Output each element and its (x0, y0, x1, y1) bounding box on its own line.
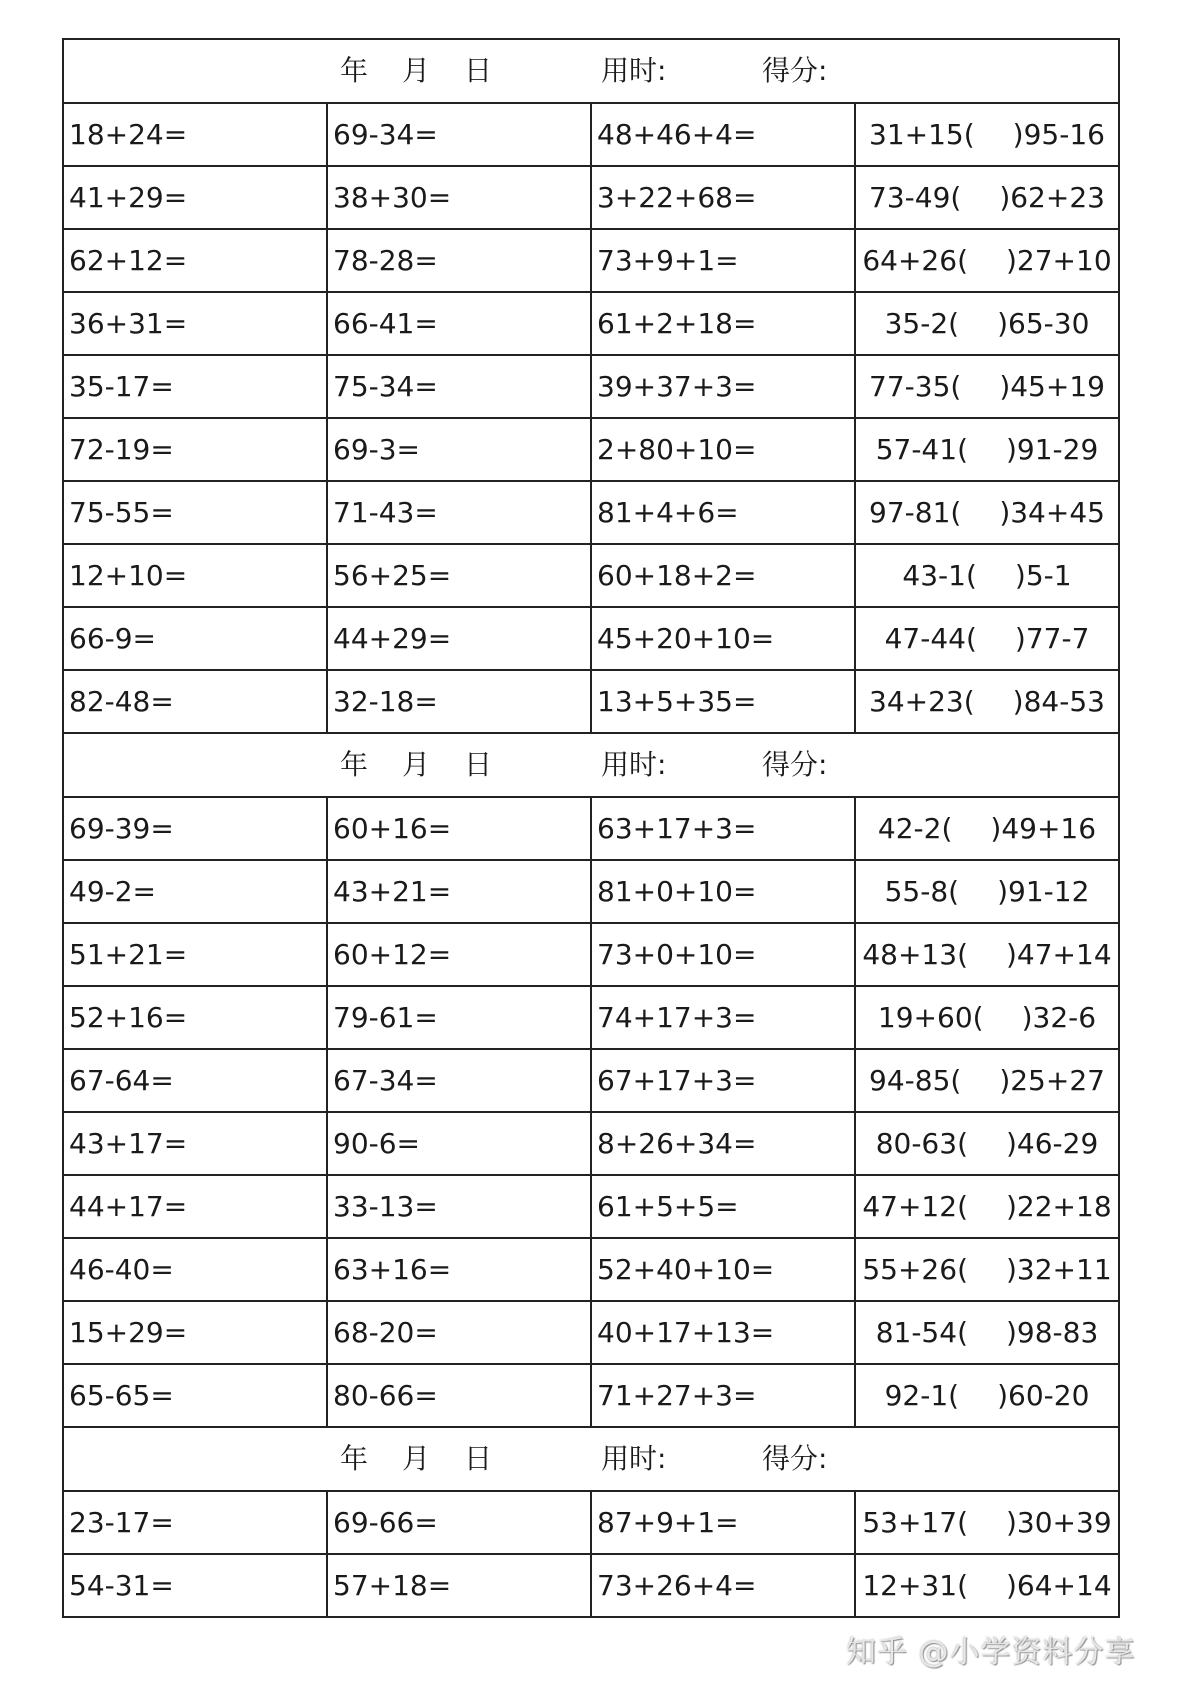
problem-cell: 41+29= (63, 166, 327, 229)
problem-cell: 3+22+68= (591, 166, 855, 229)
problem-cell: 32-18= (327, 670, 591, 733)
problem-row (63, 1491, 1119, 1554)
comparison-left: 73-49( (869, 180, 962, 214)
problem-cell: 63+17+3= (591, 797, 855, 860)
problem-cell: 73+26+4= (591, 1554, 855, 1617)
header-fields (64, 734, 1118, 796)
comparison-left: 47-44( (884, 621, 977, 655)
comparison-left: 97-81( (869, 495, 962, 529)
comparison-cell (855, 1491, 1119, 1554)
problem-cell: 43+21= (327, 860, 591, 923)
comparison-right: )91-29 (1006, 432, 1099, 466)
comparison-right: )5-1 (1014, 558, 1072, 592)
problem-cell: 66-41= (327, 292, 591, 355)
problem-cell: 43+17= (63, 1112, 327, 1175)
problem-cell: 66-9= (63, 607, 327, 670)
year-label: 年 (340, 54, 369, 87)
section-header (63, 39, 1119, 103)
time-used-label: 用时: (601, 1442, 667, 1475)
comparison-left: 43-1( (902, 558, 977, 592)
problem-row (63, 355, 1119, 418)
problem-cell: 82-48= (63, 670, 327, 733)
comparison-left: 81-54( (875, 1315, 968, 1349)
problem-cell: 69-66= (327, 1491, 591, 1554)
problem-cell: 15+29= (63, 1301, 327, 1364)
problem-cell: 67+17+3= (591, 1049, 855, 1112)
problem-row (63, 1175, 1119, 1238)
comparison-left: 92-1( (884, 1378, 960, 1412)
problem-row (63, 797, 1119, 860)
problem-cell: 71+27+3= (591, 1364, 855, 1427)
comparison-cell (855, 1049, 1119, 1112)
comparison-left: 48+13( (862, 937, 968, 971)
comparison-left: 57-41( (875, 432, 968, 466)
problem-cell: 75-34= (327, 355, 591, 418)
comparison-right: )98-83 (1006, 1315, 1099, 1349)
problem-row (63, 544, 1119, 607)
problem-cell: 67-64= (63, 1049, 327, 1112)
comparison-cell (855, 103, 1119, 166)
comparison-left: 53+17( (862, 1505, 968, 1539)
problem-cell: 74+17+3= (591, 986, 855, 1049)
problem-cell: 54-31= (63, 1554, 327, 1617)
comparison-right: )22+18 (1006, 1189, 1112, 1223)
problem-row (63, 860, 1119, 923)
problem-cell: 8+26+34= (591, 1112, 855, 1175)
problem-cell: 46-40= (63, 1238, 327, 1301)
month-label: 月 (402, 1442, 431, 1475)
problem-cell: 61+2+18= (591, 292, 855, 355)
comparison-left: 55-8( (884, 874, 960, 908)
section-header-row (63, 39, 1119, 103)
problem-row (63, 481, 1119, 544)
problem-cell: 60+12= (327, 923, 591, 986)
comparison-left: 31+15( (869, 117, 975, 151)
problem-cell: 67-34= (327, 1049, 591, 1112)
problem-cell: 2+80+10= (591, 418, 855, 481)
problem-cell: 49-2= (63, 860, 327, 923)
comparison-left: 47+12( (862, 1189, 968, 1223)
header-fields (64, 40, 1118, 102)
problem-row (63, 986, 1119, 1049)
comparison-right: )91-12 (997, 874, 1090, 908)
comparison-left: 35-2( (884, 306, 960, 340)
comparison-right: )47+14 (1006, 937, 1112, 971)
comparison-right: )49+16 (990, 811, 1097, 845)
day-label: 日 (464, 54, 493, 87)
problem-row (63, 1554, 1119, 1617)
problem-cell: 71-43= (327, 481, 591, 544)
score-label: 得分: (762, 748, 828, 781)
comparison-left: 55+26( (862, 1252, 968, 1286)
problem-row (63, 418, 1119, 481)
comparison-cell (855, 229, 1119, 292)
comparison-right: )84-53 (1012, 684, 1105, 718)
problem-cell: 80-66= (327, 1364, 591, 1427)
comparison-right: )30+39 (1006, 1505, 1112, 1539)
problem-cell: 23-17= (63, 1491, 327, 1554)
comparison-right: )65-30 (997, 306, 1090, 340)
problem-cell: 57+18= (327, 1554, 591, 1617)
problem-cell: 73+0+10= (591, 923, 855, 986)
year-label: 年 (340, 1442, 369, 1475)
score-label: 得分: (762, 54, 828, 87)
comparison-cell (855, 923, 1119, 986)
problem-cell: 48+46+4= (591, 103, 855, 166)
problem-row (63, 292, 1119, 355)
problem-cell: 12+10= (63, 544, 327, 607)
comparison-cell (855, 1175, 1119, 1238)
comparison-left: 80-63( (875, 1126, 968, 1160)
problem-cell: 13+5+35= (591, 670, 855, 733)
comparison-right: )62+23 (999, 180, 1105, 214)
comparison-left: 34+23( (869, 684, 975, 718)
problem-cell: 35-17= (63, 355, 327, 418)
problem-cell: 65-65= (63, 1364, 327, 1427)
problem-cell: 90-6= (327, 1112, 591, 1175)
comparison-cell (855, 860, 1119, 923)
comparison-right: )32-6 (1021, 1000, 1097, 1034)
problem-cell: 69-39= (63, 797, 327, 860)
day-label: 日 (464, 748, 493, 781)
score-label: 得分: (762, 1442, 828, 1475)
comparison-right: )45+19 (999, 369, 1105, 403)
problem-row (63, 166, 1119, 229)
problem-cell: 39+37+3= (591, 355, 855, 418)
comparison-cell (855, 292, 1119, 355)
problem-row (63, 1112, 1119, 1175)
problem-cell: 87+9+1= (591, 1491, 855, 1554)
comparison-right: )77-7 (1014, 621, 1090, 655)
problem-cell: 52+40+10= (591, 1238, 855, 1301)
comparison-left: 94-85( (869, 1063, 962, 1097)
comparison-right: )60-20 (997, 1378, 1090, 1412)
comparison-right: )34+45 (999, 495, 1105, 529)
comparison-left: 64+26( (862, 243, 968, 277)
header-fields (64, 1428, 1118, 1490)
problem-cell: 72-19= (63, 418, 327, 481)
comparison-right: )27+10 (1006, 243, 1112, 277)
comparison-right: )64+14 (1006, 1568, 1112, 1602)
problem-cell: 56+25= (327, 544, 591, 607)
problem-row (63, 1364, 1119, 1427)
problem-cell: 68-20= (327, 1301, 591, 1364)
comparison-cell (855, 607, 1119, 670)
time-used-label: 用时: (601, 54, 667, 87)
problem-cell: 79-61= (327, 986, 591, 1049)
comparison-cell (855, 986, 1119, 1049)
comparison-cell (855, 1301, 1119, 1364)
problem-cell: 69-3= (327, 418, 591, 481)
comparison-left: 12+31( (862, 1568, 968, 1602)
comparison-left: 77-35( (869, 369, 962, 403)
problem-row (63, 1301, 1119, 1364)
problem-cell: 33-13= (327, 1175, 591, 1238)
time-used-label: 用时: (601, 748, 667, 781)
problem-row (63, 607, 1119, 670)
problem-row (63, 670, 1119, 733)
comparison-right: )46-29 (1006, 1126, 1099, 1160)
problem-cell: 81+0+10= (591, 860, 855, 923)
comparison-right: )25+27 (999, 1063, 1105, 1097)
problem-cell: 44+29= (327, 607, 591, 670)
problem-cell: 40+17+13= (591, 1301, 855, 1364)
problem-cell: 60+18+2= (591, 544, 855, 607)
day-label: 日 (464, 1442, 493, 1475)
month-label: 月 (402, 54, 431, 87)
problem-cell: 44+17= (63, 1175, 327, 1238)
problem-cell: 63+16= (327, 1238, 591, 1301)
comparison-cell (855, 1238, 1119, 1301)
comparison-cell (855, 418, 1119, 481)
year-label: 年 (340, 748, 369, 781)
comparison-right: )32+11 (1006, 1252, 1112, 1286)
comparison-cell (855, 355, 1119, 418)
comparison-cell (855, 1364, 1119, 1427)
problem-row (63, 1238, 1119, 1301)
problem-cell: 52+16= (63, 986, 327, 1049)
problem-cell: 38+30= (327, 166, 591, 229)
problem-row (63, 103, 1119, 166)
problem-cell: 18+24= (63, 103, 327, 166)
problem-cell: 81+4+6= (591, 481, 855, 544)
comparison-cell (855, 797, 1119, 860)
section-header-row (63, 733, 1119, 797)
problem-cell: 45+20+10= (591, 607, 855, 670)
comparison-cell (855, 670, 1119, 733)
section-header-row (63, 1427, 1119, 1491)
comparison-cell (855, 1112, 1119, 1175)
month-label: 月 (402, 748, 431, 781)
comparison-cell (855, 166, 1119, 229)
worksheet-body (63, 39, 1119, 1617)
comparison-cell (855, 481, 1119, 544)
problem-cell: 36+31= (63, 292, 327, 355)
comparison-cell (855, 1554, 1119, 1617)
problem-cell: 60+16= (327, 797, 591, 860)
problem-cell: 51+21= (63, 923, 327, 986)
problem-row (63, 229, 1119, 292)
comparison-right: )95-16 (1012, 117, 1105, 151)
problem-cell: 62+12= (63, 229, 327, 292)
watermark: 知乎 @小学资料分享 (846, 1635, 1136, 1670)
problem-cell: 78-28= (327, 229, 591, 292)
problem-cell: 69-34= (327, 103, 591, 166)
problem-row (63, 923, 1119, 986)
comparison-cell (855, 544, 1119, 607)
problem-row (63, 1049, 1119, 1112)
problem-cell: 73+9+1= (591, 229, 855, 292)
comparison-left: 19+60( (877, 1000, 984, 1034)
problem-cell: 61+5+5= (591, 1175, 855, 1238)
section-header (63, 1427, 1119, 1491)
comparison-left: 42-2( (877, 811, 953, 845)
worksheet-table (62, 38, 1120, 1618)
problem-cell: 75-55= (63, 481, 327, 544)
section-header (63, 733, 1119, 797)
